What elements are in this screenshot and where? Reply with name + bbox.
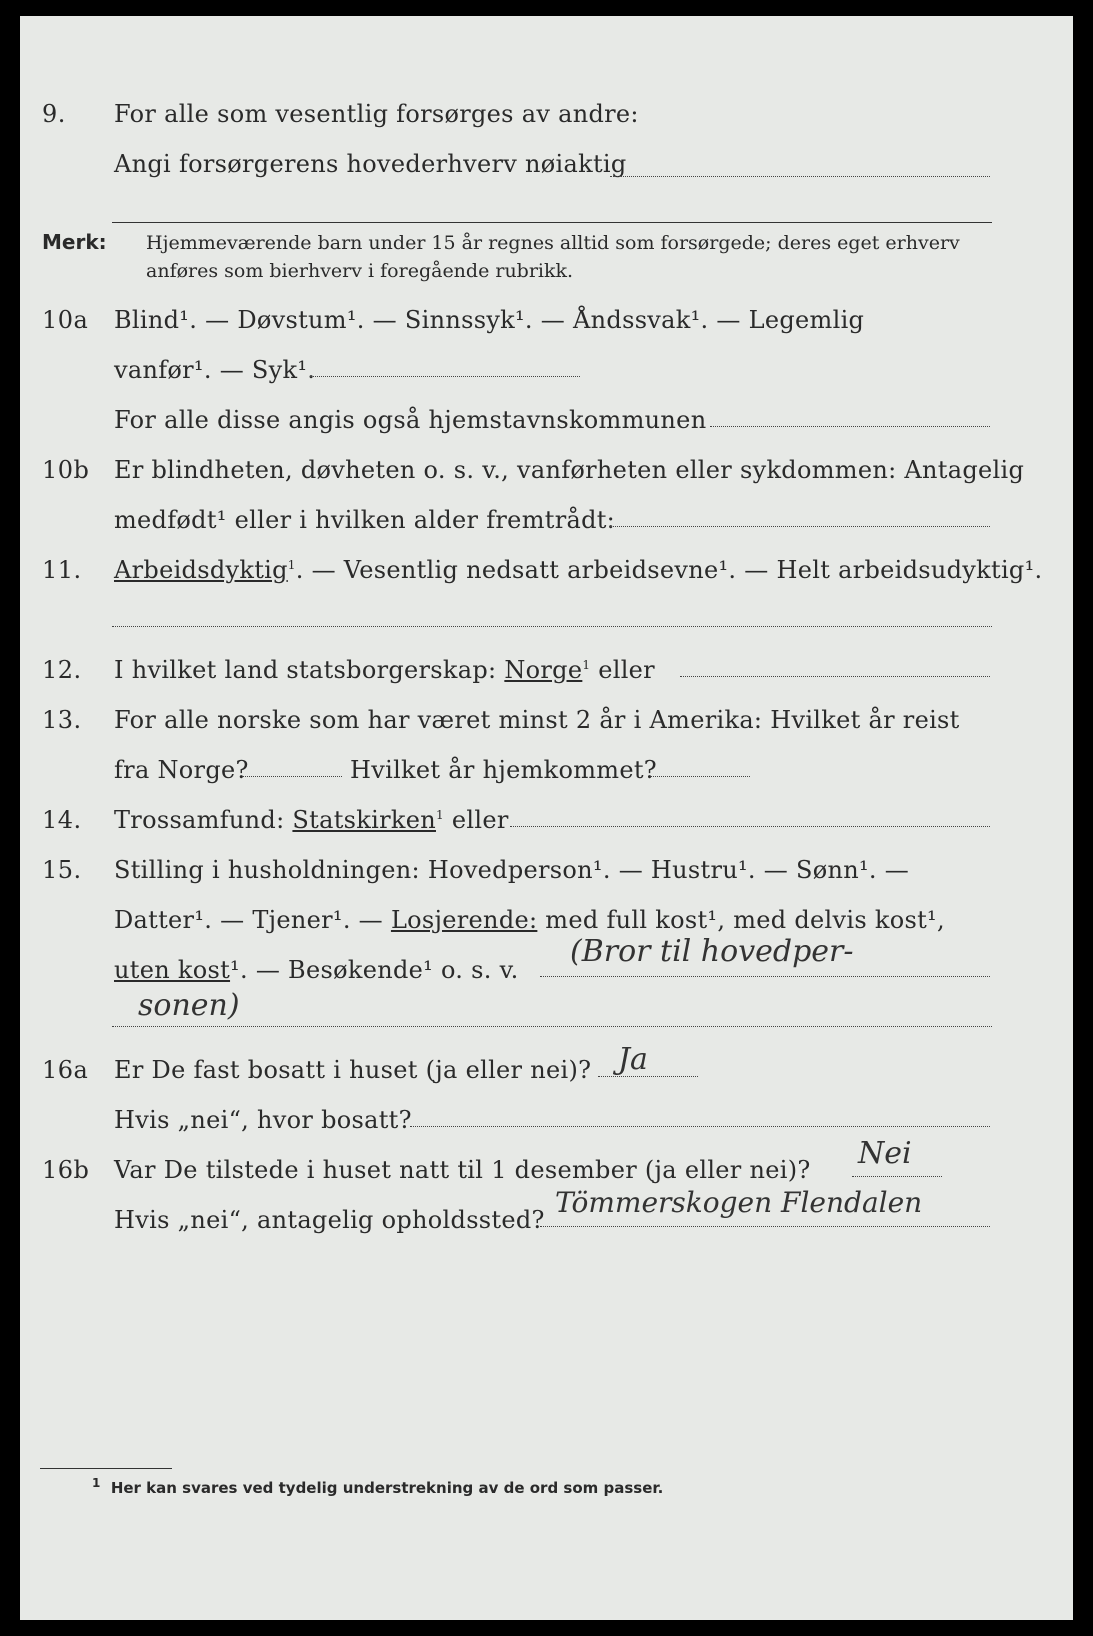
q10a-text-3: For alle disse angis også hjemstavnskommunen: [114, 406, 707, 434]
q12-prompt: I hvilket land statsborgerskap:: [114, 656, 497, 684]
q13-text-2a: fra Norge?: [114, 756, 249, 784]
q16b-handwritten-2: Tömmerskogen Flendalen: [555, 1186, 923, 1219]
merk-text-1: Hjemmeværende barn under 15 år regnes alltid som forsørgede; deres eget erhverv: [146, 232, 960, 254]
q16b-text-1: Var De tilstede i huset natt til 1 desember (ja eller nei)?: [114, 1156, 811, 1184]
q15-answer-line-2: [112, 1026, 992, 1027]
q16a-answer-line: [598, 1076, 698, 1077]
q11-other-options: . — Vesentlig nedsatt arbeidsevne¹. — Helt arbeidsudyktig¹.: [295, 556, 1043, 584]
q15-handwritten-1: (Bror til hovedper-: [570, 934, 854, 969]
q13-text-1: For alle norske som har været minst 2 år i Amerika: Hvilket år reist: [114, 706, 960, 734]
q10b-answer-line: [610, 526, 990, 527]
q16a-text-1: Er De fast bosatt i huset (ja eller nei)?: [114, 1056, 592, 1084]
q10a-text-2: vanfør¹. — Syk¹.: [114, 356, 316, 384]
q16b-number: 16b: [42, 1156, 90, 1184]
q9-prompt: Angi forsørgerens hovederhverv nøiaktig: [114, 150, 627, 178]
q16a-bosatt-line: [410, 1126, 990, 1127]
q13-reist-line: [242, 776, 342, 777]
q11-selected-option: Arbeidsdyktig: [114, 556, 288, 584]
q11-text: Arbeidsdyktig$^1$. — Vesentlig nedsatt arbeidsevne¹. — Helt arbeidsudyktig¹.: [114, 556, 1043, 584]
q9-title: For alle som vesentlig forsørges av andre:: [114, 100, 639, 128]
q10a-text-1: Blind¹. — Døvstum¹. — Sinnssyk¹. — Åndssvak¹. — Legemlig: [114, 306, 865, 334]
q12-number: 12.: [42, 656, 82, 684]
q10a-answer-line: [310, 376, 580, 377]
q15-selected: Losjerende:: [390, 906, 538, 934]
q15-answer-line-1: [540, 976, 990, 977]
divider-line: [112, 222, 992, 223]
q15-text-1: Stilling i husholdningen: Hovedperson¹. — Hustru¹. — Sønn¹. —: [114, 856, 910, 884]
footnote-text: Her kan svares ved tydelig understrekning av de ord som passer.: [110, 1479, 664, 1497]
q16a-text-2: Hvis „nei“, hvor bosatt?: [114, 1106, 412, 1134]
q13-number: 13.: [42, 706, 82, 734]
q15-selected-2: uten kost: [114, 956, 231, 984]
q15-text-2: [114, 906, 945, 934]
q10a-number: 10a: [42, 306, 89, 334]
q9-number: 9.: [42, 100, 66, 128]
q16a-number: 16a: [42, 1056, 89, 1084]
q16b-answer-line: [852, 1176, 942, 1177]
q12-text: I hvilket land statsborgerskap: Norge$^1$ eller: [114, 656, 655, 684]
merk-label: Merk:: [42, 230, 107, 254]
q12-suffix: eller: [598, 656, 655, 684]
q15-options-c: ¹. — Besøkende¹ o. s. v.: [230, 956, 519, 984]
q10a-kommune-line: [710, 426, 990, 427]
q10b-text-2: medfødt¹ eller i hvilken alder fremtrådt:: [114, 506, 616, 534]
q9-answer-line: [610, 176, 990, 177]
q14-answer-line: [510, 826, 990, 827]
q15-text-3: [114, 956, 519, 984]
q11-answer-line: [112, 626, 992, 627]
q16b-text-2: Hvis „nei“, antagelig opholdssted?: [114, 1206, 545, 1234]
q12-selected: Norge: [504, 656, 583, 684]
q13-hjemkommet-line: [650, 776, 750, 777]
q16b-handwritten-1: Nei: [858, 1136, 912, 1171]
q16a-handwritten: Ja: [618, 1042, 648, 1077]
q15-options-b: med full kost¹, med delvis kost¹,: [537, 906, 945, 934]
q14-text: Trossamfund: Statskirken$^1$ eller: [114, 806, 509, 834]
q14-prompt: Trossamfund:: [114, 806, 285, 834]
q14-number: 14.: [42, 806, 82, 834]
footnote: [92, 1476, 663, 1497]
q15-handwritten-2: sonen): [138, 988, 240, 1023]
census-form-page: [20, 16, 1073, 1620]
q15-options-a: Datter¹. — Tjener¹. —: [114, 906, 383, 934]
footnote-rule: [40, 1468, 172, 1469]
q13-text-2b: Hvilket år hjemkommet?: [350, 756, 657, 784]
q15-number: 15.: [42, 856, 82, 884]
q10b-number: 10b: [42, 456, 90, 484]
q16b-opphold-line: [540, 1226, 990, 1227]
q10b-text-1: Er blindheten, døvheten o. s. v., vanførheten eller sykdommen: Antagelig: [114, 456, 1025, 484]
q14-suffix: eller: [451, 806, 509, 834]
q14-selected: Statskirken: [292, 806, 436, 834]
merk-text-2: anføres som bierhverv i foregående rubrikk.: [146, 260, 574, 282]
footnote-mark: 1: [92, 1476, 101, 1490]
q12-answer-line: [680, 676, 990, 677]
q11-number: 11.: [42, 556, 82, 584]
